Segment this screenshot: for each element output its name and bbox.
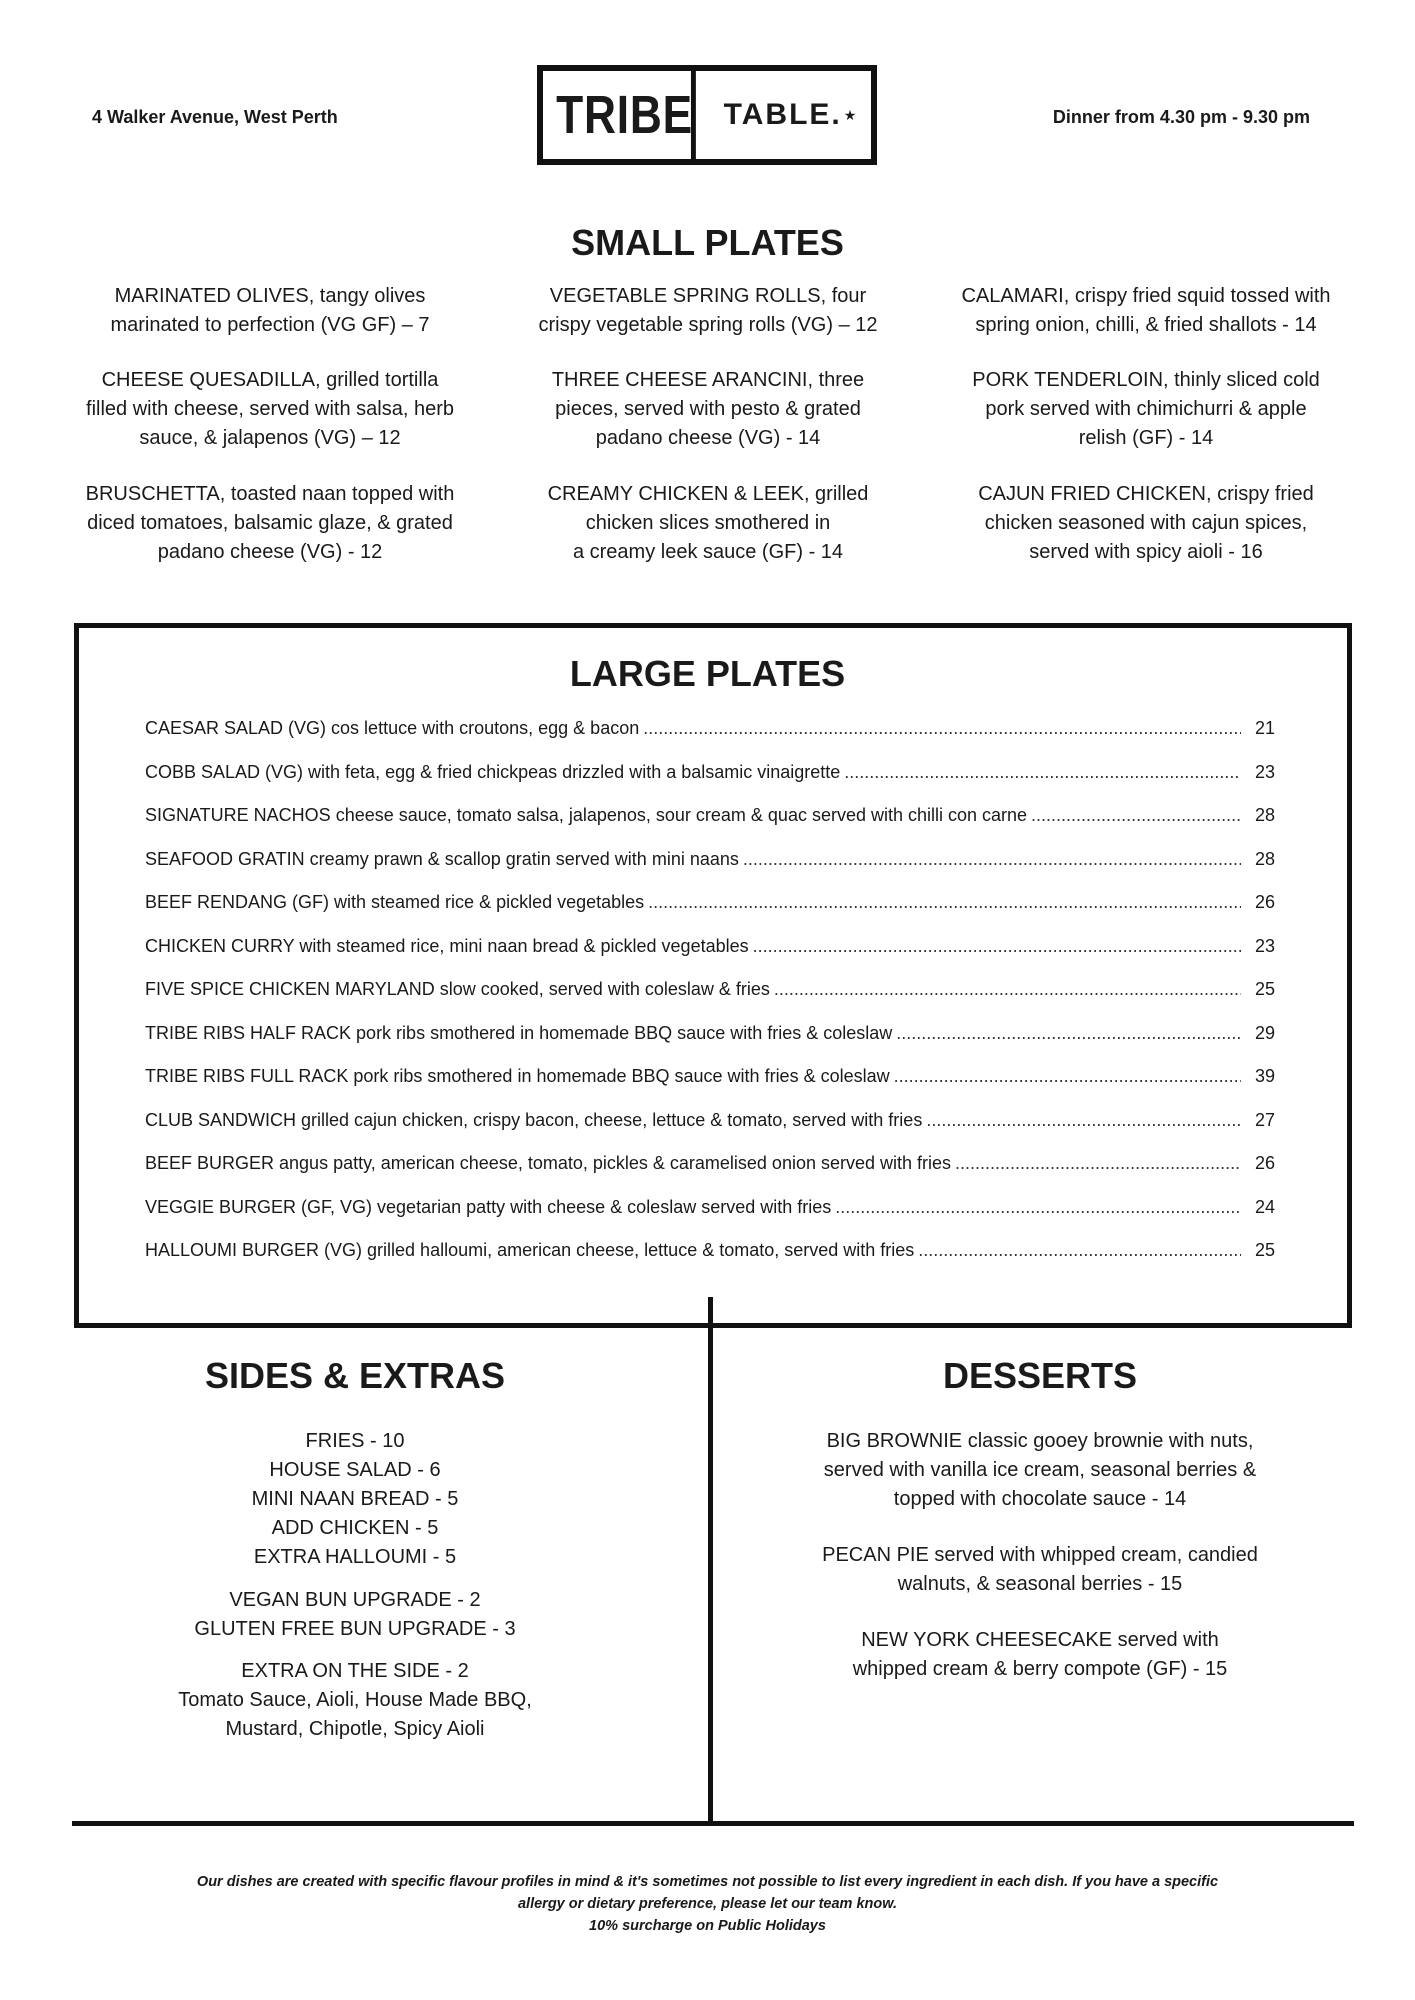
column-divider	[708, 1297, 713, 1824]
large-plate-item: CAESAR SALAD (VG) cos lettuce with croutons, egg & bacon ..... 21	[145, 718, 1275, 742]
footer-note: Our dishes are created with specific flavour profiles in mind & it's sometimes not possible to list every ingredient in each dish. If you have a specific allergy or dietary preference, please let our team know. 10% surcharge on Public Holidays	[196, 1874, 1219, 1934]
small-plate-item: VEGETABLE SPRING ROLLS, four crispy vegetable spring rolls (VG) – 12	[538, 285, 878, 336]
sides-title: SIDES & EXTRAS	[204, 1355, 506, 1396]
sides-group-extras	[130, 1657, 580, 1744]
large-plates-title: LARGE PLATES	[569, 653, 846, 694]
logo-tribe-text: TRIBE	[558, 71, 696, 159]
opening-hours: Dinner from 4.30 pm - 9.30 pm	[1052, 107, 1310, 127]
large-plate-item: TRIBE RIBS FULL RACK pork ribs smothered in homemade BBQ sauce with fries & coleslaw ..... 39	[145, 1066, 1275, 1090]
logo-table-text: TABLE. ★	[723, 98, 859, 131]
small-plate-item: CHEESE QUESADILLA, grilled tortilla filled with cheese, served with salsa, herb sauce, & jalapenos (VG) – 12	[86, 369, 454, 449]
side-item: EXTRA ON THE SIDE - 2	[241, 1660, 469, 1682]
logo	[537, 65, 877, 165]
large-plate-item: CLUB SANDWICH grilled cajun chicken, crispy bacon, cheese, lettuce & tomato, served with fries ..... 27	[145, 1110, 1275, 1134]
side-item: ADD CHICKEN - 5	[271, 1517, 439, 1539]
side-item: GLUTEN FREE BUN UPGRADE - 3	[194, 1618, 516, 1640]
large-plate-item: CHICKEN CURRY with steamed rice, mini naan bread & pickled vegetables ..... 23	[145, 936, 1275, 960]
sides-group-main	[130, 1427, 580, 1572]
small-plate-item: CAJUN FRIED CHICKEN, crispy fried chicken seasoned with cajun spices, served with spicy aioli - 16	[978, 483, 1314, 563]
large-plate-item: BEEF BURGER angus patty, american cheese, tomato, pickles & caramelised onion served with fries ..... 26	[145, 1153, 1275, 1177]
large-plate-item: TRIBE RIBS HALF RACK pork ribs smothered in homemade BBQ sauce with fries & coleslaw ..... 29	[145, 1023, 1275, 1047]
sides-group-upgrades	[130, 1586, 580, 1644]
desserts-title: DESSERTS	[942, 1355, 1138, 1396]
large-plate-item: SIGNATURE NACHOS cheese sauce, tomato salsa, jalapenos, sour cream & quac served with chilli con carne ..... 28	[145, 805, 1275, 829]
side-item: VEGAN BUN UPGRADE - 2	[229, 1589, 481, 1611]
side-item: HOUSE SALAD - 6	[269, 1459, 441, 1481]
footer-divider	[72, 1821, 1354, 1826]
large-plate-item: HALLOUMI BURGER (VG) grilled halloumi, american cheese, lettuce & tomato, served with fries ..... 25	[145, 1240, 1275, 1264]
small-plate-item: THREE CHEESE ARANCINI, three pieces, served with pesto & grated padano cheese (VG) - 14	[551, 369, 865, 449]
large-plate-item: SEAFOOD GRATIN creamy prawn & scallop gratin served with mini naans ..... 28	[145, 849, 1275, 873]
large-plate-item: BEEF RENDANG (GF) with steamed rice & pickled vegetables ..... 26	[145, 892, 1275, 916]
small-plate-item: PORK TENDERLOIN, thinly sliced cold pork served with chimichurri & apple relish (GF) - 14	[972, 369, 1320, 449]
small-plates-title: SMALL PLATES	[571, 222, 844, 263]
small-plate-item: CALAMARI, crispy fried squid tossed with spring onion, chilli, & fried shallots - 14	[961, 285, 1331, 336]
dessert-item: NEW YORK CHEESECAKE served with whipped cream & berry compote (GF) - 15	[852, 1629, 1228, 1680]
side-item: FRIES - 10	[305, 1430, 405, 1452]
small-plate-item: MARINATED OLIVES, tangy olives marinated to perfection (VG GF) – 7	[110, 285, 430, 336]
large-plate-item: VEGGIE BURGER (GF, VG) vegetarian patty with cheese & coleslaw served with fries ..... 24	[145, 1197, 1275, 1221]
side-item: MINI NAAN BREAD - 5	[251, 1488, 459, 1510]
large-plate-item: FIVE SPICE CHICKEN MARYLAND slow cooked, served with coleslaw & fries ..... 25	[145, 979, 1275, 1003]
small-plate-item: CREAMY CHICKEN & LEEK, grilled chicken slices smothered in a creamy leek sauce (GF) - 14	[547, 483, 869, 563]
dessert-item: PECAN PIE served with whipped cream, candied walnuts, & seasonal berries - 15	[822, 1544, 1258, 1595]
small-plate-item: BRUSCHETTA, toasted naan topped with diced tomatoes, balsamic glaze, & grated padano cheese (VG) - 12	[85, 483, 455, 563]
side-item: EXTRA HALLOUMI - 5	[253, 1546, 457, 1568]
side-item: Tomato Sauce, Aioli, House Made BBQ,	[178, 1689, 532, 1711]
dessert-item: BIG BROWNIE classic gooey brownie with nuts, served with vanilla ice cream, seasonal berries & topped with chocolate sauce - 14	[823, 1430, 1257, 1510]
large-plate-item: COBB SALAD (VG) with feta, egg & fried chickpeas drizzled with a balsamic vinaigrette ..... 23	[145, 762, 1275, 786]
side-item: Mustard, Chipotle, Spicy Aioli	[225, 1718, 485, 1740]
restaurant-address: 4 Walker Avenue, West Perth	[92, 107, 338, 127]
